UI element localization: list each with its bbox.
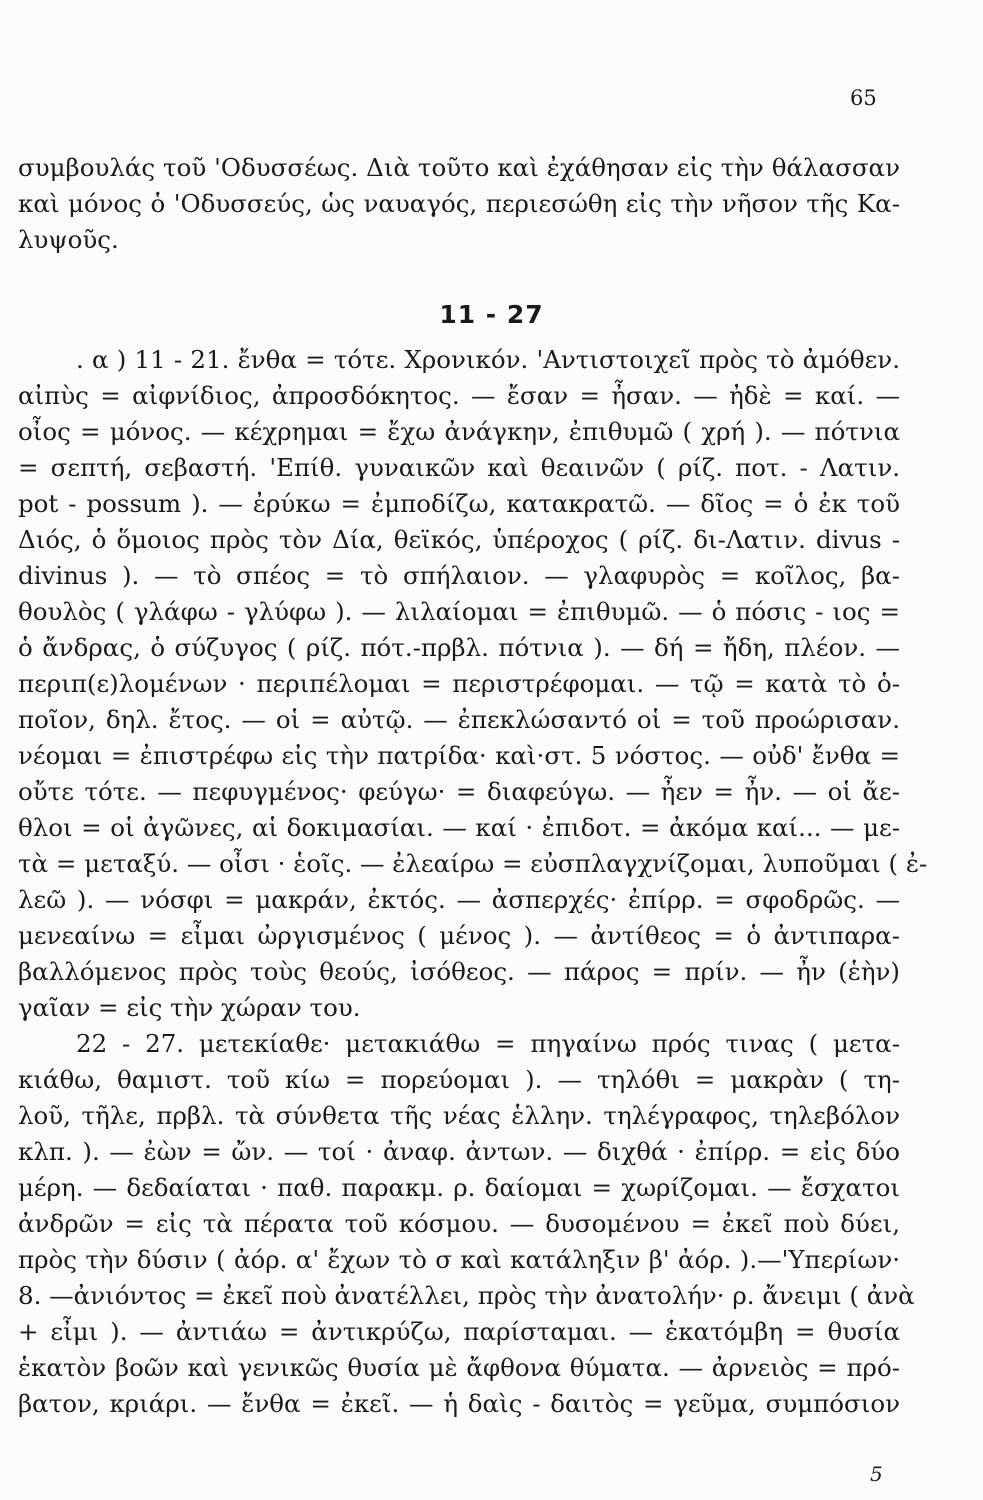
text-line: + εἶμι ). — ἀντιάω = ἀντικρύζω, παρίσταμαι. — ἑκατόμβη = θυσία: [18, 1317, 900, 1346]
page-text: [18, 150, 928, 1422]
text-line: ἑκατὸν βοῶν καὶ γενικῶς θυσία μὲ ἄφθονα θύματα. — ἀρνειὸς = πρό-: [18, 1353, 900, 1382]
text-line: κιάθω, θαμιστ. τοῦ κίω = πορεύομαι ). — τηλόθι = μακρὰν ( τη-: [18, 1065, 900, 1094]
text-line: λεῶ ). — νόσφι = μακράν, ἐκτός. — ἀσπερχές· ἐπίρρ. = σφοδρῶς. —: [18, 885, 900, 914]
text-line: . α ) 11 - 21. ἔνθα = τότε. Χρονικόν. 'Αντιστοιχεῖ πρὸς τὸ ἀμόθεν.: [76, 345, 900, 374]
text-line: κλπ. ). — ἐὼν = ὤν. — τοί · ἀναφ. ἀντων. — διχθά · ἐπίρρ. = εἰς δύο: [18, 1137, 900, 1166]
signature-mark: 5: [870, 1462, 883, 1486]
text-line: λοῦ, τῆλε, πρβλ. τὰ σύνθετα τῆς νέας ἑλλην. τηλέγραφος, τηλεβόλον: [18, 1101, 900, 1130]
text-line: τὰ = μεταξύ. — οἶσι · ἑοῖς. — ἐλεαίρω = εὐσπλαγχνίζομαι, λυποῦμαι ( ἐ-: [18, 849, 928, 878]
text-line: περιπ(ε)λομένων · περιπέλομαι = περιστρέφομαι. — τῷ = κατὰ τὸ ὁ-: [18, 669, 900, 698]
text-line: 8. —ἀνιόντος = ἐκεῖ ποὺ ἀνατέλλει, πρὸς τὴν ἀνατολήν· ρ. ἄνειμι ( ἀνὰ: [18, 1281, 915, 1310]
text-line: Διός, ὁ ὅμοιος πρὸς τὸν Δία, θεϊκός, ὑπέροχος ( ρίζ. δι-Λατιν. divus -: [18, 525, 900, 554]
text-line: ὁ ἄνδρας, ὁ σύζυγος ( ρίζ. πότ.-πρβλ. πότνια ). — δή = ἤδη, πλέον. —: [18, 633, 900, 662]
text-line: βατον, κριάρι. — ἔνθα = ἐκεῖ. — ἡ δαὶς - δαιτὸς = γεῦμα, συμπόσιον: [18, 1389, 900, 1418]
text-line: οἶος = μόνος. — κέχρημαι = ἔχω ἀνάγκην, ἐπιθυμῶ ( χρή ). — πότνια: [18, 417, 900, 446]
section-heading: 11 - 27: [439, 300, 544, 329]
text-line: πρὸς τὴν δύσιν ( ἀόρ. α' ἔχων τὸ σ καὶ κατάληξιν β' ἀόρ. ).—'Υπερίων·: [18, 1245, 900, 1274]
text-line: λυψοῦς.: [18, 225, 119, 254]
text-line: ἀνδρῶν = εἰς τὰ πέρατα τοῦ κόσμου. — δυσομένου = ἐκεῖ ποὺ δύει,: [18, 1209, 900, 1238]
text-line: αἰπὺς = αἰφνίδιος, ἀπροσδόκητος. — ἔσαν = ἦσαν. — ἠδὲ = καί. —: [18, 381, 900, 410]
text-line: = σεπτή, σεβαστή. 'Επίθ. γυναικῶν καὶ θεαινῶν ( ρίζ. ποτ. - Λατιν.: [18, 453, 900, 482]
text-line: μέρη. — δεδαίαται · παθ. παρακμ. ρ. δαίομαι = χωρίζομαι. — ἔσχατοι: [18, 1173, 900, 1202]
page-number: 65: [850, 86, 877, 110]
text-line: καὶ μόνος ὁ 'Οδυσσεύς, ὡς ναυαγός, περιεσώθη εἰς τὴν νῆσον τῆς Κα-: [18, 189, 900, 218]
text-line: pot - possum ). — ἐρύκω = ἐμποδίζω, κατακρατῶ. — δῖος = ὁ ἐκ τοῦ: [18, 489, 900, 518]
text-line: βαλλόμενος πρὸς τοὺς θεούς, ἰσόθεος. — πάρος = πρίν. — ἦν (ἑὴν): [18, 957, 900, 986]
text-line: νέομαι = ἐπιστρέφω εἰς τὴν πατρίδα· καὶ·στ. 5 νόστος. — οὐδ' ἔνθα =: [18, 741, 900, 770]
text-line: οὔτε τότε. — πεφυγμένος· φεύγω· = διαφεύγω. — ἦεν = ἦν. — οἱ ἄε-: [18, 777, 900, 806]
text-line: θλοι = οἱ ἀγῶνες, αἱ δοκιμασίαι. — καί · ἐπιδοτ. = ἀκόμα καί... — με-: [18, 813, 900, 842]
text-line: ποῖον, δηλ. ἔτος. — οἱ = αὐτῷ. — ἐπεκλώσαντό οἱ = τοῦ προώρισαν.: [18, 705, 900, 734]
text-line: θουλὸς ( γλάφω - γλύφω ). — λιλαίομαι = ἐπιθυμῶ. — ὁ πόσις - ιος =: [18, 597, 900, 626]
text-line: μενεαίνω = εἶμαι ὠργισμένος ( μένος ). — ἀντίθεος = ὁ ἀντιπαρα-: [18, 921, 900, 950]
text-line: συμβουλάς τοῦ 'Οδυσσέως. Διὰ τοῦτο καὶ ἐχάθησαν εἰς τὴν θάλασσαν: [18, 153, 900, 182]
text-line: divinus ). — τὸ σπέος = τὸ σπήλαιον. — γλαφυρὸς = κοῖλος, βα-: [18, 561, 900, 590]
text-line: γαῖαν = εἰς τὴν χώραν του.: [18, 993, 361, 1022]
text-line: 22 - 27. μετεκίαθε· μετακιάθω = πηγαίνω πρός τινας ( μετα-: [76, 1029, 900, 1058]
